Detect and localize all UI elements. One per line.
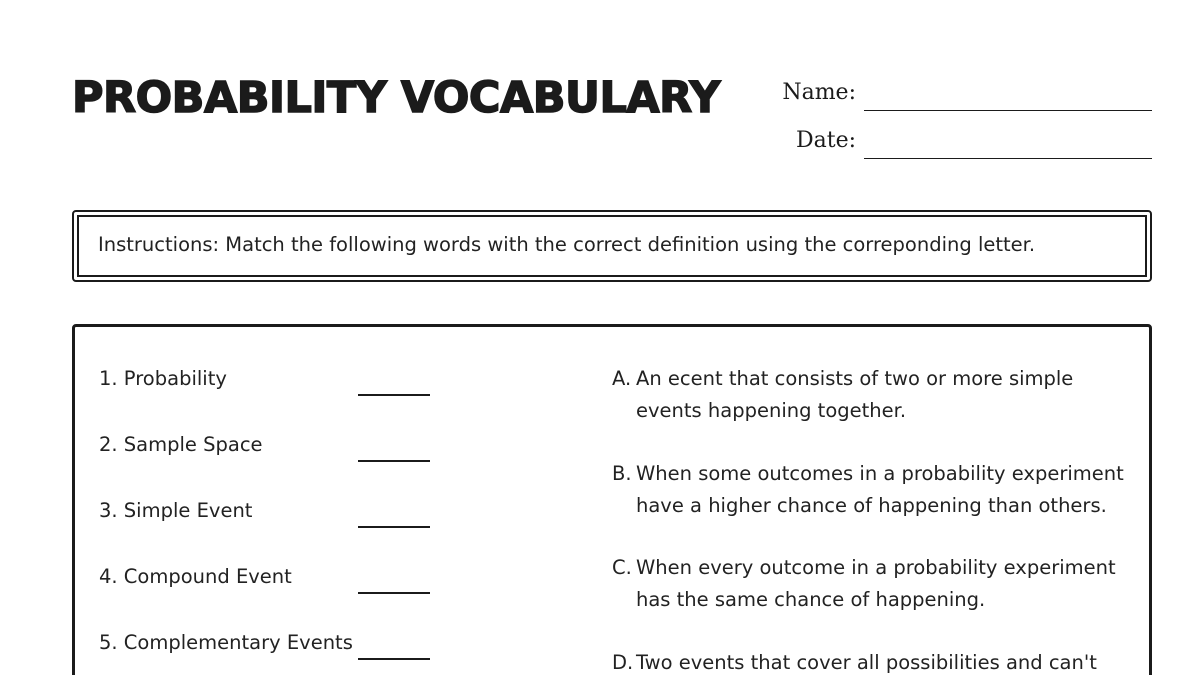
- date-field[interactable]: [864, 158, 1152, 159]
- definition-text: When every outcome in a probability experiment has the same chance of happening.: [636, 556, 1116, 611]
- answer-blank-4[interactable]: [358, 592, 430, 594]
- definition-item: [612, 647, 1142, 675]
- definition-letter: A.: [612, 367, 632, 390]
- term-item: 5. Complementary Events: [99, 631, 353, 654]
- definition-text: Two events that cover all possibilities and can't: [636, 651, 1097, 674]
- term-item: 1. Probability: [99, 367, 227, 390]
- definition-letter: B.: [612, 462, 632, 485]
- name-label: Name:: [782, 80, 856, 105]
- definition-text: An ecent that consists of two or more simple events happening together.: [636, 367, 1074, 422]
- definition-item: [612, 458, 1142, 522]
- instructions-text: Instructions: Match the following words with the correct definition using the correponding letter.: [98, 233, 1036, 256]
- definition-text: When some outcomes in a probability experiment have a higher chance of happening than others.: [636, 462, 1124, 517]
- worksheet-title: PROBABILITY VOCABULARY: [72, 73, 721, 123]
- definition-item: [612, 552, 1142, 616]
- name-field[interactable]: [864, 110, 1152, 111]
- answer-blank-5[interactable]: [358, 658, 430, 660]
- answer-blank-2[interactable]: [358, 460, 430, 462]
- date-label: Date:: [795, 128, 856, 153]
- answer-blank-1[interactable]: [358, 394, 430, 396]
- term-item: 2. Sample Space: [99, 433, 263, 456]
- answer-blank-3[interactable]: [358, 526, 430, 528]
- term-item: 3. Simple Event: [99, 499, 253, 522]
- definition-letter: D.: [612, 651, 634, 674]
- term-item: 4. Compound Event: [99, 565, 292, 588]
- definition-item: [612, 363, 1142, 427]
- definition-letter: C.: [612, 556, 632, 579]
